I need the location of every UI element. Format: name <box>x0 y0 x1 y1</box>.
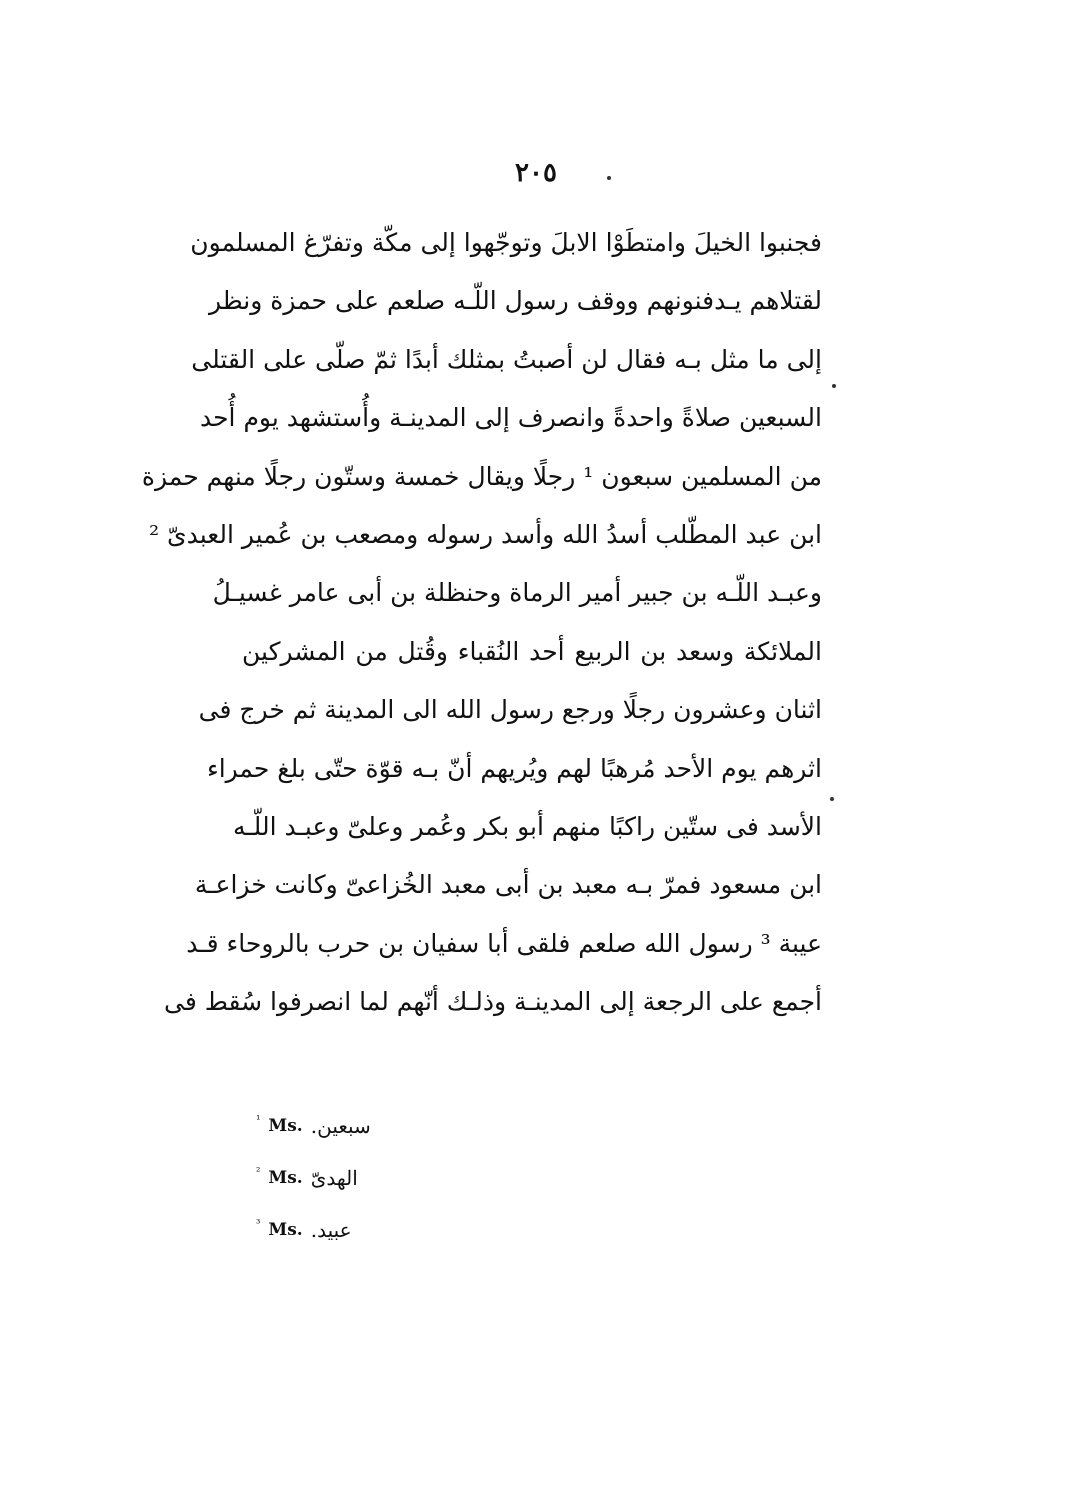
text-line: عيبة ³ رسول الله صلعم فلقى أبا سفيان بن حرب بالروحاء قـد <box>186 928 822 958</box>
footnote <box>256 1152 476 1204</box>
text-line: ابن عبد المطّلب أسدُ الله وأسد رسوله ومصعب بن عُمير العبدىّ ² <box>149 519 822 549</box>
stray-mark <box>607 176 611 180</box>
text-line: ابن مسعود فمرّ بـه معبد بن أبى معبد الخُزاعىّ وكانت خزاعـة <box>194 870 822 900</box>
footnote-text: سبعين. <box>310 1114 371 1138</box>
footnote <box>256 1100 476 1152</box>
footnote-number: ³ <box>256 1217 261 1230</box>
margin-dot <box>832 384 836 388</box>
footnote-ms-label: Ms. <box>268 1168 303 1188</box>
text-line: إلى ما مثل بـه فقال لن أصبتُ بمثلك أبدًا ثمّ صلّى على القتلى <box>191 344 822 374</box>
text-line: وعبـد اللّـه بن جبير أمير الرماة وحنظلة بن أبى عامر غسيـلُ <box>212 578 822 608</box>
footnotes <box>256 1100 476 1256</box>
footnote-text: الهدىّ <box>310 1166 358 1190</box>
footnote-ms-label: Ms. <box>268 1220 303 1240</box>
text-line: أجمع على الرجعة إلى المدينـة وذلـك أنّهم لما انصرفوا سُقط فى <box>164 987 822 1017</box>
margin-dot <box>830 797 834 801</box>
text-line: الأسد فى ستّين راكبًا منهم أبو بكر وعُمر وعلىّ وعبـد اللّـه <box>232 811 822 841</box>
text-line: الملائكة وسعد بن الربيع أحد النُقباء وقُتل من المشركين <box>242 636 822 666</box>
footnote <box>256 1204 476 1256</box>
footnote-ms-label: Ms. <box>268 1116 303 1136</box>
text-line: السبعين صلاةً واحدةً وانصرف إلى المدينـة وأُستشهد يوم أُحد <box>199 403 822 433</box>
text-line: من المسلمين سبعون ¹ رجلًا ويقال خمسة وستّون رجلًا منهم حمزة <box>141 461 822 491</box>
footnote-number: ¹ <box>256 1113 261 1126</box>
page-number: ٢٠٥ <box>515 158 557 188</box>
text-line: فجنبوا الخيلَ وامتطَوْا الابلَ وتوجّهوا إلى مكّة وتفرّغ المسلمون <box>190 228 822 257</box>
text-line: اثرهم يوم الأحد مُرهبًا لهم ويُريهم أنّ بـه قوّة حتّى بلغ حمراء <box>206 753 822 783</box>
main-text-block <box>141 214 822 1031</box>
text-line: لقتلاهم يـدفنونهم ووقف رسول اللّـه صلعم على حمزة ونظر <box>208 286 822 316</box>
footnote-number: ² <box>256 1165 261 1178</box>
text-line: اثنان وعشرون رجلًا ورجع رسول الله الى المدينة ثم خرج فى <box>198 695 822 725</box>
footnote-text: عبيد. <box>310 1218 352 1242</box>
